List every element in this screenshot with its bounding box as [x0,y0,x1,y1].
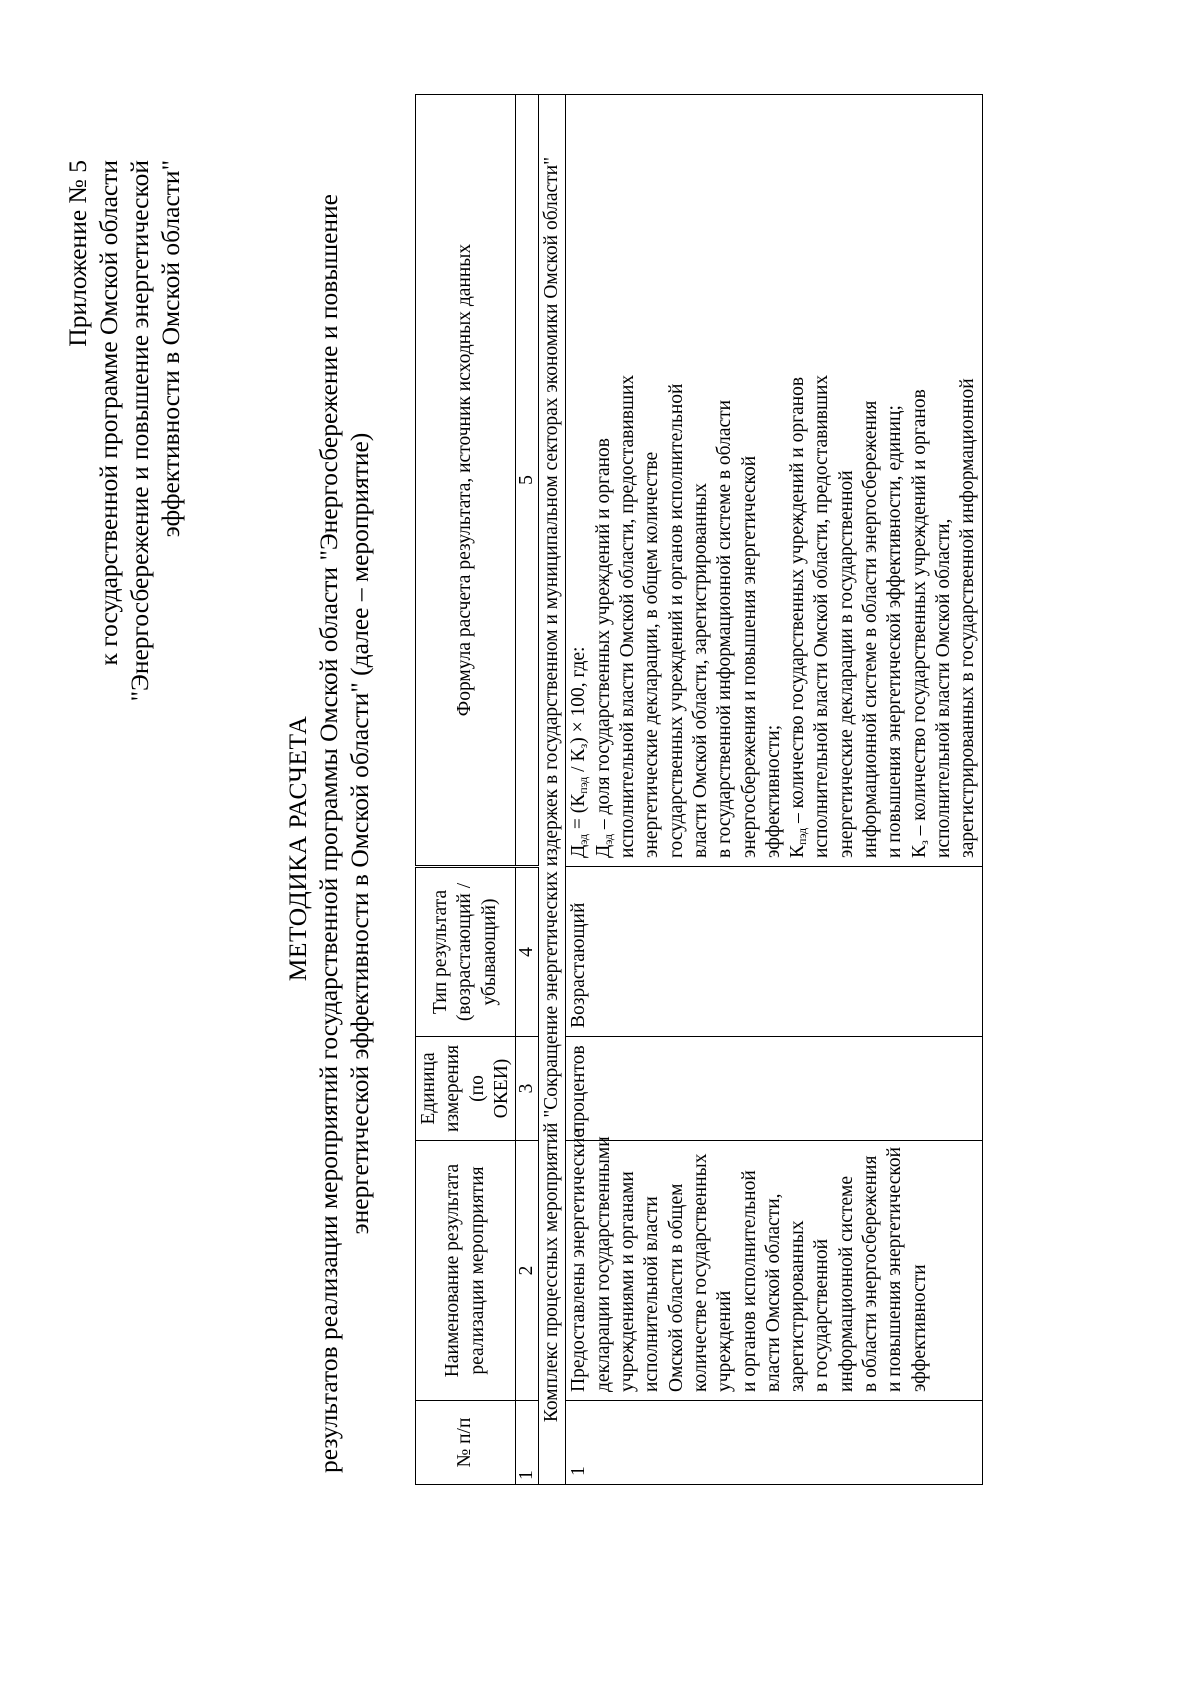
symbol-k: К [787,844,809,858]
formula-kz-subscript: з [576,743,591,749]
symbol-d-subscript: эд [600,834,615,845]
appendix-line: Приложение № 5 [63,160,92,347]
description-line: исполнительной власти Омской области, [932,518,954,858]
row-name-line: и повышения энергетической [884,1146,906,1392]
column-number-cell: 4 [516,867,539,1037]
row-number-cell: 1 [566,1401,982,1485]
row-type-cell: Возрастающий [566,867,982,1037]
formula-line [567,103,591,858]
complex-title-cell: Комплекс процессных мероприятий "Сокращение энергетических издержек в государственном и муниципальном секторах экономики Омской области" [539,95,566,1485]
column-number-cell: 1 [516,1401,539,1485]
description-line: $К_з$ – количество государственных учреждений и органов [908,389,931,858]
column-number-cell: 3 [516,1037,539,1141]
formula-d-letter: Д [568,844,590,858]
description-line: исполнительной власти Омской области, предоставивших [811,374,833,858]
header-cell-unit: Единица измерения (по ОКЕИ) [416,1037,516,1141]
description-line: власти Омской области, зарегистрированных [689,482,711,858]
appendix-line: к государственной программе Омской области [94,160,123,666]
header-cell-type: Тип результата (возрастающий / убывающий) [416,867,516,1037]
formula-d-subscript: эд [576,834,591,845]
column-number-row [516,95,539,1485]
column-number-cell: 5 [516,95,539,867]
formula-eq-open: = (К [568,793,590,835]
column-number-cell: 2 [516,1141,539,1401]
row-name-line: учреждений [714,1290,736,1392]
table-header-row [416,95,516,1485]
formula-k-ped-subscript: пэд [576,776,591,794]
description-line: $Д_{эд}$ – доля государственных учреждений и органов [592,437,615,858]
header-cell-name: Наименование результата реализации мероприятия [416,1141,516,1401]
description-line: энергетические декларации, в общем количестве [641,451,663,858]
header-cell-number: № п/п [416,1401,516,1485]
row-name-line: власти Омской области, [762,1193,784,1392]
symbol-d: Д [592,844,614,858]
row-name-line: Предоставлены энергетические [568,1129,590,1392]
description-line: информационной системе в области энергосбережения [860,400,882,858]
description-line: $К_{пэд}$ – количество государственных учреждений и органов [787,376,810,858]
document-title [282,0,375,1697]
row-name-line: в государственной [811,1238,833,1392]
row-name-line: зарегистрированных [787,1220,809,1392]
formula-div: / К [568,748,590,777]
description-line: и повышения энергетической эффективности, единиц; [884,405,906,858]
row-name-line: информационной системе [835,1175,857,1392]
formula-tail: ) × 100, где: [568,646,590,744]
description-line: зарегистрированных в государственной информационной [957,378,979,858]
complex-title-row [539,95,566,1485]
symbol-k-ped-subscript: пэд [795,827,810,845]
appendix-line: "Энергосбережение и повышение энергетической [125,160,154,702]
title-subtitle-line: энергетической эффективности в Омской области" (далее – мероприятие) [345,432,374,1235]
title-heading: МЕТОДИКА РАСЧЕТА [283,715,312,982]
description-line: в государственной информационной системе в области [714,399,736,858]
description-line: государственных учреждений и органов исполнительной [665,383,687,858]
description-line: исполнительной власти Омской области, предоставивших [617,374,639,858]
row-name-line: и органов исполнительной [738,1170,760,1392]
row-name-line: исполнительной власти [641,1196,663,1392]
symbol-kz-subscript: з [916,840,931,845]
methodology-table [415,94,983,1485]
row-name-line: в области энергосбережения [860,1155,882,1392]
row-formula-cell [566,95,982,867]
appendix-note [62,160,186,701]
appendix-line: эффективности в Омской области" [156,160,185,538]
symbol-k: К [908,844,930,858]
header-cell-formula: Формула расчета результата, источник исходных данных [416,95,516,867]
row-name-line: эффективности [908,1264,930,1392]
description-line: энергетические декларации в государственной [835,470,857,858]
description-line: энергосбережения и повышения энергетической [738,455,760,858]
row-name-cell [566,1129,982,1401]
row-name-line: количестве государственных [689,1153,711,1392]
table-row [566,95,982,1485]
row-name-line: декларации государственными [592,1136,614,1392]
title-subtitle-line: результатов реализации мероприятий государственной программы Омской области "Энергосбережение и повышение [314,193,343,1474]
row-name-line: Омской области в общем [665,1183,687,1392]
description-line: эффективности; [762,724,784,858]
row-name-line: учреждениями и органами [617,1171,639,1392]
row-unit-cell: процентов [566,1037,982,1141]
